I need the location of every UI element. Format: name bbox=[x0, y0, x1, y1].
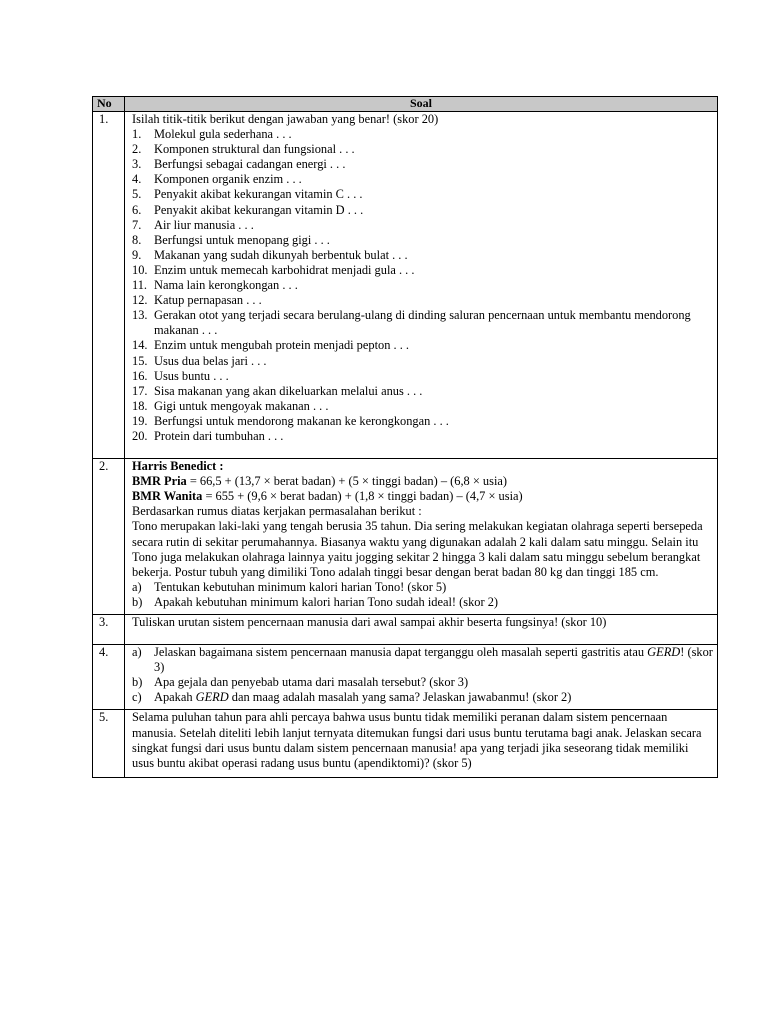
item-text: Apa gejala dan penyebab utama dari masalah tersebut? (skor 3) bbox=[154, 675, 469, 690]
item-number: b) bbox=[132, 594, 143, 609]
item-number: 16. bbox=[132, 368, 148, 383]
list-item bbox=[132, 203, 713, 218]
question-number: 2. bbox=[93, 459, 125, 615]
list-item bbox=[132, 429, 713, 444]
item-number: 14. bbox=[132, 338, 148, 353]
item-number: 4. bbox=[132, 172, 142, 187]
list-item bbox=[132, 369, 713, 384]
formula-pria-expression: = 66,5 + (13,7 × berat badan) + (5 × tinggi badan) – (6,8 × usia) bbox=[186, 474, 508, 489]
item-text: Nama lain kerongkongan . . . bbox=[154, 278, 298, 293]
list-item bbox=[132, 233, 713, 248]
list-item bbox=[132, 263, 713, 278]
list-item bbox=[132, 384, 713, 399]
question-1-intro: Isilah titik-titik berikut dengan jawaban yang benar! (skor 20) bbox=[132, 112, 439, 126]
question-4-list bbox=[132, 645, 713, 705]
item-number: 8. bbox=[132, 232, 142, 247]
item-number: 2. bbox=[132, 142, 142, 157]
item-number: 9. bbox=[132, 247, 142, 262]
list-item bbox=[132, 645, 713, 675]
list-item bbox=[132, 218, 713, 233]
item-text: Protein dari tumbuhan . . . bbox=[154, 428, 284, 443]
formula-wanita-label: BMR Wanita bbox=[132, 489, 203, 504]
item-number: 5. bbox=[132, 187, 142, 202]
table-row bbox=[93, 645, 718, 710]
list-item bbox=[132, 338, 713, 353]
question-2-story: Tono merupakan laki-laki yang tengah berusia 35 tahun. Dia sering melakukan kegiatan olahraga seperti bersepeda secara rutin di sekitar perumahannya. Biasanya waktu yang digunakan adalah 2 kali dalam satu minggu. Selain itu Tono juga melakukan olahraga lainnya yaitu jogging sekitar 2 hingga 3 kali dalam satu minggu sebelum berangkat bekerja. Postur tubuh yang dimiliki Tono adalah tinggi besar dengan berat badan 80 kg dan tinggi 185 cm. bbox=[132, 519, 703, 579]
item-text: Apakah kebutuhan minimum kalori harian Tono sudah ideal! (skor 2) bbox=[154, 594, 499, 609]
item-text: Molekul gula sederhana . . . bbox=[154, 127, 292, 142]
item-number: 18. bbox=[132, 398, 148, 413]
item-text: Gigi untuk mengoyak makanan . . . bbox=[154, 398, 329, 413]
item-text: Komponen struktural dan fungsional . . . bbox=[154, 142, 355, 157]
item-text: Penyakit akibat kekurangan vitamin D . . . bbox=[154, 202, 364, 217]
item-label: b) bbox=[132, 675, 143, 690]
item-text: Usus dua belas jari . . . bbox=[154, 353, 267, 368]
list-item bbox=[132, 187, 713, 202]
question-4 bbox=[125, 645, 718, 710]
question-2 bbox=[125, 459, 718, 615]
list-item bbox=[132, 675, 713, 690]
list-item bbox=[132, 414, 713, 429]
item-text: Berfungsi untuk menopang gigi . . . bbox=[154, 232, 330, 247]
item-number: 15. bbox=[132, 353, 148, 368]
question-number: 4. bbox=[93, 645, 125, 710]
table-row bbox=[93, 615, 718, 645]
table-row bbox=[93, 112, 718, 459]
item-text: Berfungsi untuk mendorong makanan ke kerongkongan . . . bbox=[154, 413, 449, 428]
header-soal: Soal bbox=[125, 97, 718, 112]
question-number: 3. bbox=[93, 615, 125, 645]
formula-pria bbox=[132, 474, 713, 489]
item-text: Apakah bbox=[154, 690, 196, 705]
table-header-row bbox=[93, 97, 718, 112]
question-5: Selama puluhan tahun para ahli percaya bahwa usus buntu tidak memiliki peranan dalam sistem pencernaan manusia. Setelah diteliti lebih lanjut ternyata ditemukan fungsi dari usus buntu terutama bagi anak. Jelaskan secara singkat fungsi dari usus buntu dalam sistem pencernaan manusia! apa yang terjadi jika seseorang tidak memiliki usus buntu akibat operasi radang usus buntu (apendiktomi)? (skor 5) bbox=[125, 710, 718, 777]
item-text: Makanan yang sudah dikunyah berbentuk bulat . . . bbox=[154, 247, 408, 262]
item-text: Usus buntu . . . bbox=[154, 368, 229, 383]
question-2-list bbox=[132, 580, 713, 610]
item-number: 7. bbox=[132, 217, 142, 232]
item-text: Enzim untuk memecah karbohidrat menjadi gula . . . bbox=[154, 262, 415, 277]
item-number: 10. bbox=[132, 262, 148, 277]
item-text-end: ! (skor 3) bbox=[154, 645, 713, 675]
list-item bbox=[132, 580, 713, 595]
table-row bbox=[93, 710, 718, 777]
item-number: 11. bbox=[132, 278, 148, 293]
item-number: 17. bbox=[132, 383, 148, 398]
item-text: Sisa makanan yang akan dikeluarkan melalui anus . . . bbox=[154, 383, 423, 398]
question-3: Tuliskan urutan sistem pencernaan manusia dari awal sampai akhir beserta fungsinya! (skor 10) bbox=[125, 615, 718, 645]
item-number: 3. bbox=[132, 157, 142, 172]
formula-wanita-expression: = 655 + (9,6 × berat badan) + (1,8 × tinggi badan) – (4,7 × usia) bbox=[202, 489, 523, 504]
list-item bbox=[132, 690, 713, 705]
list-item bbox=[132, 354, 713, 369]
item-number: 13. bbox=[132, 308, 148, 323]
item-text: Enzim untuk mengubah protein menjadi pepton . . . bbox=[154, 338, 409, 353]
item-number: 19. bbox=[132, 413, 148, 428]
item-text: Jelaskan bagaimana sistem pencernaan manusia dapat terganggu oleh masalah seperti gastritis atau bbox=[154, 645, 648, 660]
table-row bbox=[93, 459, 718, 615]
list-item bbox=[132, 278, 713, 293]
list-item bbox=[132, 248, 713, 263]
header-no: No bbox=[93, 97, 125, 112]
item-number: 20. bbox=[132, 428, 148, 443]
item-text-end: dan maag adalah masalah yang sama? Jelaskan jawabanmu! (skor 2) bbox=[228, 690, 572, 705]
formula-title: Harris Benedict : bbox=[132, 459, 224, 474]
question-1 bbox=[125, 112, 718, 459]
list-item bbox=[132, 293, 713, 308]
list-item bbox=[132, 127, 713, 142]
item-italic: GERD bbox=[647, 645, 681, 660]
question-2-instruction: Berdasarkan rumus diatas kerjakan permasalahan berikut : bbox=[132, 504, 422, 519]
list-item bbox=[132, 595, 713, 610]
list-item bbox=[132, 142, 713, 157]
formula-pria-label: BMR Pria bbox=[132, 474, 187, 489]
item-text: Gerakan otot yang terjadi secara berulang-ulang di dinding saluran pencernaan untuk membantu mendorong makanan . . . bbox=[154, 308, 691, 338]
question-1-list bbox=[132, 127, 713, 444]
list-item bbox=[132, 399, 713, 414]
item-text: Penyakit akibat kekurangan vitamin C . . . bbox=[154, 187, 363, 202]
question-table bbox=[92, 96, 718, 778]
question-number: 1. bbox=[93, 112, 125, 459]
item-text: Air liur manusia . . . bbox=[154, 217, 254, 232]
item-italic: GERD bbox=[195, 690, 229, 705]
item-number: 6. bbox=[132, 202, 142, 217]
item-text: Katup pernapasan . . . bbox=[154, 293, 262, 308]
item-text: Tentukan kebutuhan minimum kalori harian Tono! (skor 5) bbox=[154, 579, 447, 594]
list-item bbox=[132, 157, 713, 172]
item-text: Berfungsi sebagai cadangan energi . . . bbox=[154, 157, 346, 172]
question-number: 5. bbox=[93, 710, 125, 777]
item-label: c) bbox=[132, 690, 142, 705]
item-number: 1. bbox=[132, 127, 142, 142]
list-item bbox=[132, 308, 713, 338]
item-number: 12. bbox=[132, 293, 148, 308]
item-label: a) bbox=[132, 645, 142, 660]
item-number: a) bbox=[132, 579, 142, 594]
formula-wanita bbox=[132, 489, 713, 504]
item-text: Komponen organik enzim . . . bbox=[154, 172, 302, 187]
list-item bbox=[132, 172, 713, 187]
